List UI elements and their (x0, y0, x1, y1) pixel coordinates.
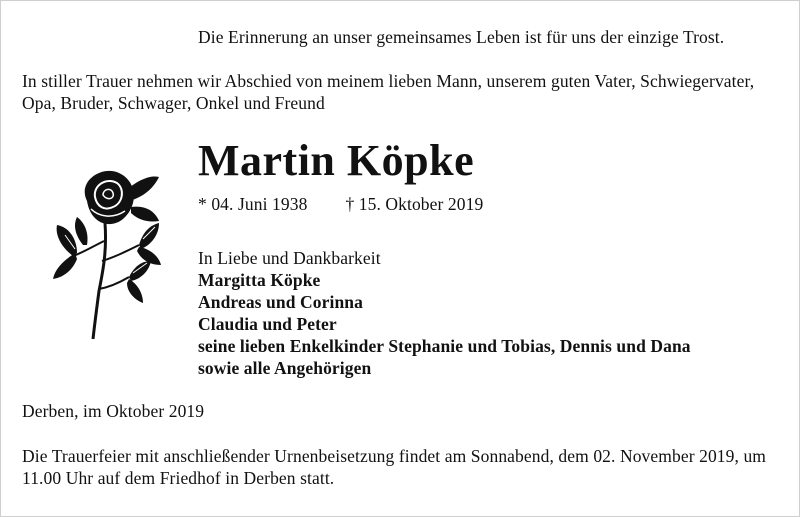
death-date: † 15. Oktober 2019 (345, 194, 484, 214)
mourner-line: Margitta Köpke (198, 270, 321, 290)
place-date: Derben, im Oktober 2019 (22, 401, 205, 421)
deceased-name: Martin Köpke (198, 136, 475, 185)
mourner-line: sowie alle Angehörigen (198, 358, 372, 378)
life-dates (198, 193, 483, 215)
mourner-line: Claudia und Peter (198, 314, 337, 334)
motto-text: Die Erinnerung an unser gemeinsames Leben ist für uns der einzige Trost. (198, 27, 725, 47)
mourner-line: Andreas und Corinna (198, 292, 363, 312)
rose-icon (47, 161, 165, 341)
mourner-line: seine lieben Enkelkinder Stephanie und Tobias, Dennis und Dana (198, 336, 691, 356)
service-info: Die Trauerfeier mit anschließender Urnenbeisetzung findet am Sonnabend, dem 02. November 2019, um 11.00 Uhr auf dem Friedhof in Derben statt. (22, 446, 767, 488)
closing-text: In Liebe und Dankbarkeit (198, 248, 381, 268)
birth-date: * 04. Juni 1938 (198, 194, 308, 214)
intro-text: In stiller Trauer nehmen wir Abschied von meinem lieben Mann, unserem guten Vater, Schwiegervater, Opa, Bruder, Schwager, Onkel und Freund (22, 71, 755, 113)
